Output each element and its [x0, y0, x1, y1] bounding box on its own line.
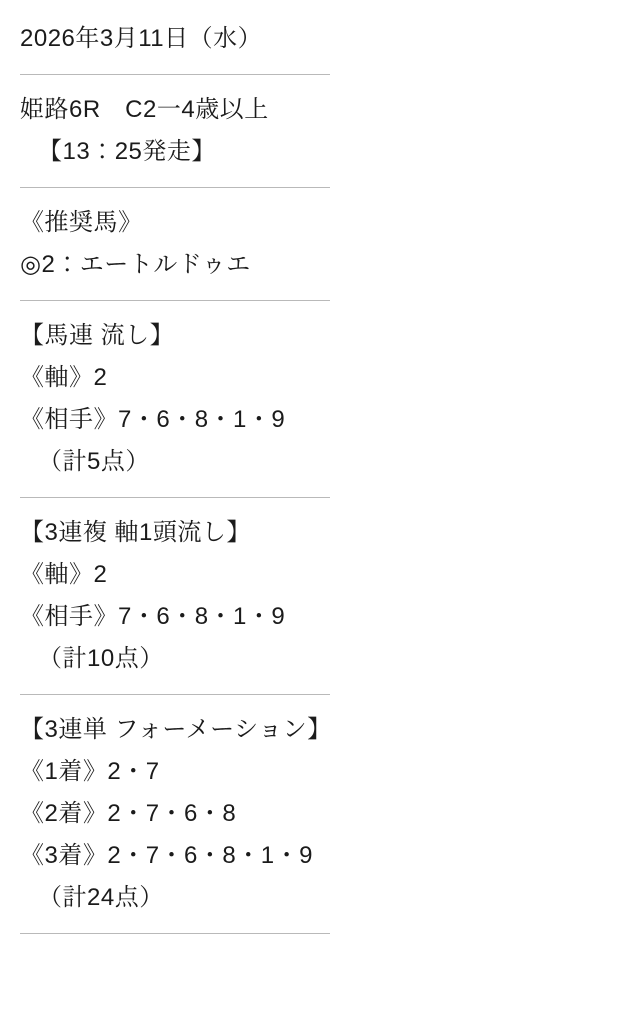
race-date: 2026年3月11日（水）	[20, 25, 263, 52]
bet-axis: 《軸》2	[20, 364, 108, 391]
bet-block-sanrenpuku	[20, 512, 620, 680]
bet-partners: 《相手》7・6・8・1・9	[20, 406, 286, 433]
bet-axis: 《軸》2	[20, 561, 108, 588]
bet-block-umaren	[20, 315, 620, 483]
formation-heading: 【3連単 フォーメーション】	[20, 716, 332, 743]
divider	[20, 497, 330, 498]
formation-first: 《1着》2・7	[20, 758, 160, 785]
bet-total: （計10点）	[38, 645, 164, 672]
race-post-time: 【13：25発走】	[38, 138, 216, 165]
divider	[20, 300, 330, 301]
race-info	[20, 89, 620, 173]
divider	[20, 187, 330, 188]
bet-block-sanrentan	[20, 709, 620, 919]
divider	[20, 933, 330, 934]
formation-total: （計24点）	[38, 884, 164, 911]
recommended-horse-entry: ◎2：エートルドゥエ	[20, 251, 251, 278]
bet-heading: 【3連複 軸1頭流し】	[20, 519, 251, 546]
race-title: 姫路6R C2一4歳以上	[20, 96, 269, 123]
formation-third: 《3着》2・7・6・8・1・9	[20, 842, 313, 869]
bet-total: （計5点）	[38, 448, 150, 475]
recommended-horse-heading: 《推奨馬》	[20, 209, 143, 236]
formation-second: 《2着》2・7・6・8	[20, 800, 237, 827]
divider	[20, 694, 330, 695]
divider	[20, 74, 330, 75]
recommended-horse-section	[20, 202, 620, 286]
bet-heading: 【馬連 流し】	[20, 322, 175, 349]
bet-partners: 《相手》7・6・8・1・9	[20, 603, 286, 630]
